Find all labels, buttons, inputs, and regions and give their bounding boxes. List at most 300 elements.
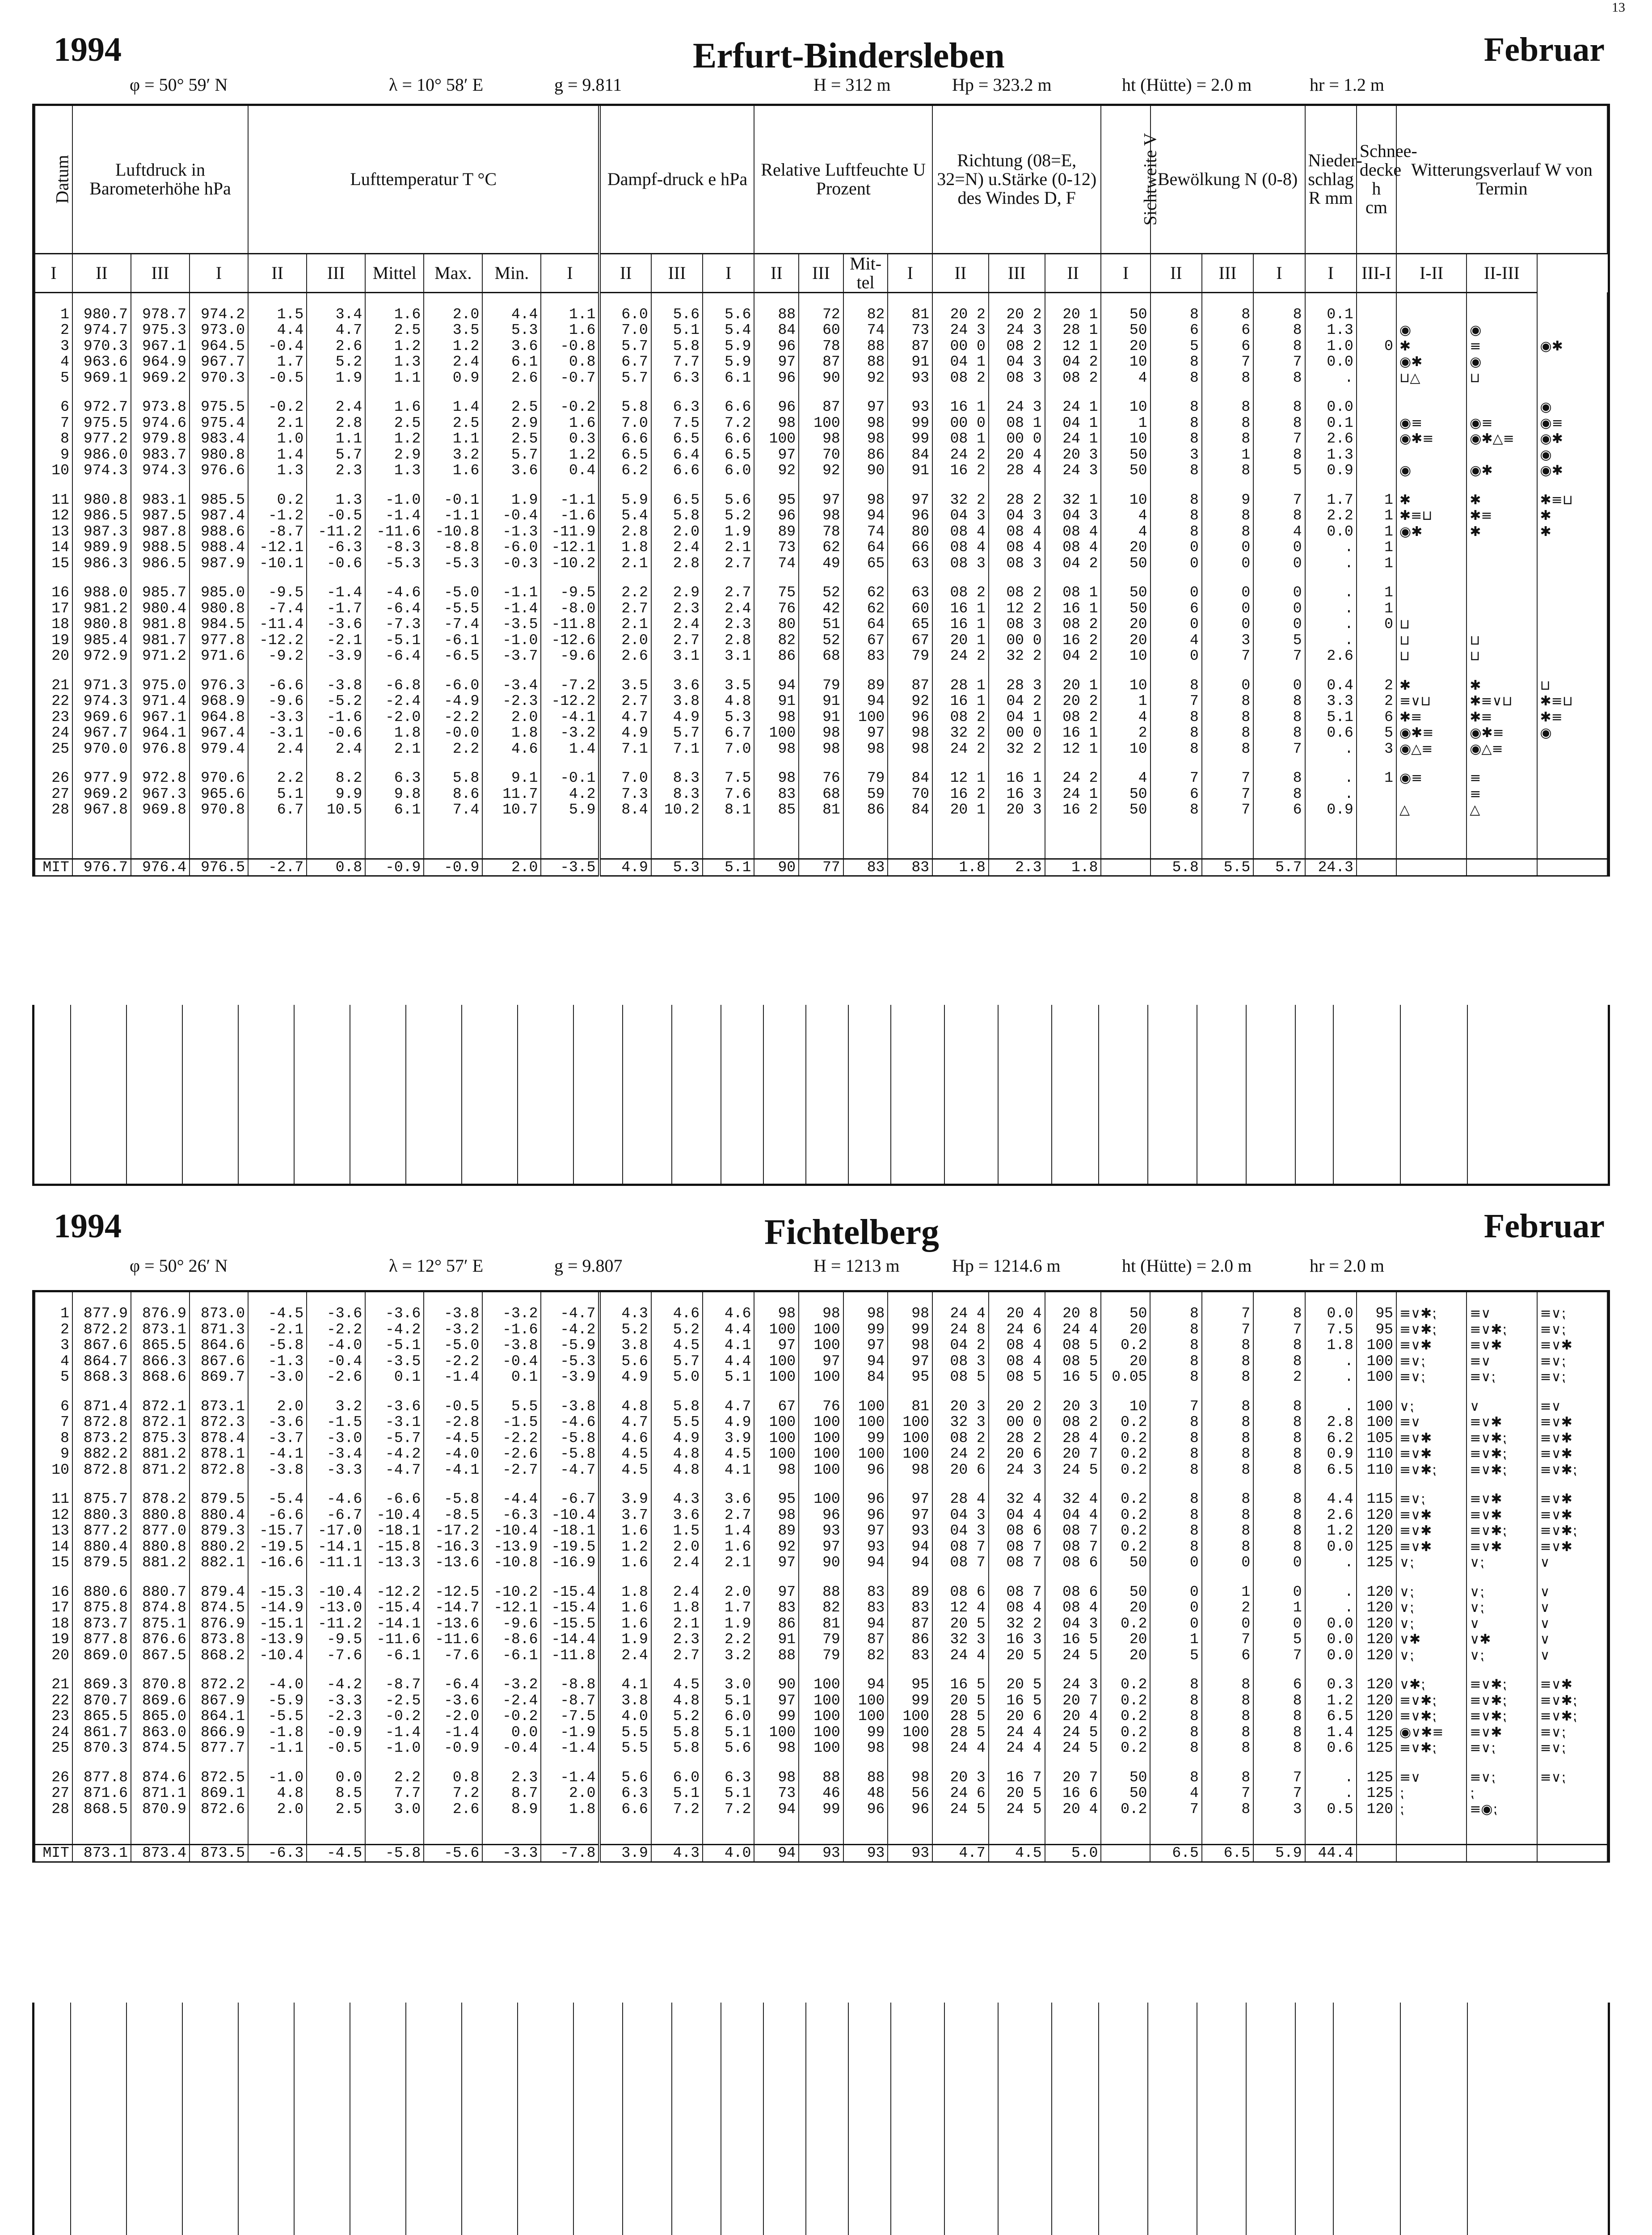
cell-value: -5.9 bbox=[541, 1337, 599, 1354]
cell-value: 975.0 bbox=[131, 678, 190, 694]
cell-value: 989.9 bbox=[72, 540, 131, 556]
cell-day: 15 bbox=[35, 1555, 72, 1571]
meta-gravity: g = 9.807 bbox=[554, 1256, 623, 1276]
cell-value bbox=[131, 831, 190, 845]
cell-value: . bbox=[1305, 741, 1357, 757]
cell-value: 49 bbox=[799, 556, 843, 572]
table-row bbox=[35, 524, 1607, 540]
cell-value: 8 bbox=[1150, 678, 1202, 694]
cell-value: 1.7 bbox=[703, 1600, 754, 1616]
cell-value: 8 bbox=[1150, 1740, 1201, 1756]
cell-value: 969.6 bbox=[72, 709, 131, 725]
cell-value: 52 bbox=[799, 633, 843, 649]
cell-value: 94 bbox=[754, 1845, 799, 1862]
cell-value: 972.9 bbox=[72, 648, 131, 664]
cell-value: . bbox=[1305, 1369, 1357, 1385]
cell-value: 93 bbox=[799, 1845, 843, 1862]
cell-value: 100 bbox=[754, 725, 799, 741]
cell-value: -1.0 bbox=[365, 1740, 424, 1756]
cell-value bbox=[1357, 292, 1396, 307]
cell-value bbox=[1253, 831, 1305, 845]
cell-day bbox=[35, 845, 72, 859]
cell-value: 2.0 bbox=[651, 524, 703, 540]
cell-value: 120 bbox=[1357, 1632, 1396, 1648]
cell-value: 98 bbox=[888, 741, 932, 757]
cell-value: 7 bbox=[1150, 1399, 1201, 1415]
column-rule bbox=[405, 2003, 406, 2235]
cell-value: 20 bbox=[1101, 616, 1150, 633]
cell-value: 04 3 bbox=[932, 1523, 989, 1539]
cell-value bbox=[1537, 802, 1608, 818]
cell-day: MIT bbox=[35, 1845, 72, 1862]
cell-value: -11.1 bbox=[307, 1555, 365, 1571]
cell-value: -5.8 bbox=[365, 1845, 424, 1862]
cell-value: 0.2 bbox=[1101, 1430, 1150, 1446]
cell-value: -3.6 bbox=[307, 616, 365, 633]
cell-value: 873.2 bbox=[72, 1430, 131, 1446]
cell-value: -4.1 bbox=[248, 1446, 307, 1462]
cell-value bbox=[1202, 1663, 1253, 1677]
cell-value bbox=[1357, 571, 1396, 585]
cell-value bbox=[754, 664, 799, 678]
cell-value: 66 bbox=[888, 540, 932, 556]
data-table-erfurt bbox=[32, 104, 1610, 877]
cell-value: ≡∨ bbox=[1467, 1306, 1537, 1322]
cell-value: 8 bbox=[1253, 786, 1305, 802]
cell-value: -3.7 bbox=[248, 1430, 307, 1446]
cell-value bbox=[1537, 845, 1608, 859]
cell-value: 4.3 bbox=[599, 1306, 651, 1322]
cell-value: 877.7 bbox=[190, 1740, 248, 1756]
cell-value bbox=[1357, 831, 1396, 845]
cell-value: 970.3 bbox=[72, 338, 131, 354]
cell-day: 19 bbox=[35, 1632, 72, 1648]
cell-value bbox=[599, 1478, 651, 1491]
cell-value: 4.6 bbox=[599, 1430, 651, 1446]
cell-value bbox=[365, 1571, 424, 1584]
cell-value bbox=[1045, 831, 1101, 845]
cell-value: 988.0 bbox=[72, 585, 131, 601]
cell-value bbox=[1357, 859, 1396, 876]
cell-value: 871.3 bbox=[190, 1322, 248, 1338]
cell-day: 26 bbox=[35, 1770, 72, 1786]
cell-value: 6.6 bbox=[651, 463, 703, 479]
cell-value: 5.4 bbox=[599, 508, 651, 524]
cell-value: 5.6 bbox=[703, 1740, 754, 1756]
cell-value: 04 2 bbox=[1045, 556, 1101, 572]
cell-value: 97 bbox=[843, 725, 888, 741]
cell-value: 50 bbox=[1101, 1770, 1150, 1786]
cell-value bbox=[703, 1292, 754, 1306]
cell-value bbox=[888, 664, 932, 678]
cell-value: 0 bbox=[1357, 616, 1396, 633]
cell-value bbox=[1396, 1830, 1467, 1845]
cell-value: -0.9 bbox=[365, 859, 424, 876]
cell-value bbox=[1253, 818, 1305, 831]
table-row bbox=[35, 1430, 1607, 1446]
cell-value: -14.1 bbox=[365, 1616, 424, 1632]
cell-value: 97 bbox=[754, 1337, 799, 1354]
cell-value: 0.6 bbox=[1305, 725, 1357, 741]
cell-value: 2.6 bbox=[307, 338, 365, 354]
cell-value: 0.0 bbox=[1305, 1539, 1357, 1555]
cell-value: 3 bbox=[1150, 447, 1202, 463]
station-name: Erfurt-Bindersleben bbox=[693, 36, 1005, 76]
cell-value: -6.6 bbox=[365, 1491, 424, 1507]
cell-value: -8.7 bbox=[365, 1677, 424, 1693]
cell-value bbox=[307, 292, 365, 307]
cell-value: 4.2 bbox=[541, 786, 599, 802]
cell-value bbox=[843, 831, 888, 845]
cell-value: 28 2 bbox=[989, 1430, 1045, 1446]
cell-value: 870.8 bbox=[131, 1677, 190, 1693]
cell-value: 98 bbox=[843, 415, 888, 431]
cell-value: 28 4 bbox=[932, 1491, 989, 1507]
cell-value bbox=[1467, 1478, 1537, 1491]
cell-value: -6.0 bbox=[424, 678, 482, 694]
cell-value: 980.8 bbox=[190, 601, 248, 617]
cell-value: -3.7 bbox=[482, 648, 541, 664]
cell-value: -15.4 bbox=[541, 1600, 599, 1616]
cell-value: 0 bbox=[1202, 1555, 1253, 1571]
cell-value bbox=[365, 845, 424, 859]
cell-value: 4.7 bbox=[307, 322, 365, 338]
cell-value bbox=[703, 757, 754, 770]
spacer-row bbox=[35, 845, 1607, 859]
cell-value: 08 4 bbox=[989, 1600, 1045, 1616]
cell-day: 4 bbox=[35, 1354, 72, 1370]
cell-value bbox=[1467, 831, 1537, 845]
cell-value bbox=[1396, 786, 1467, 802]
cell-value bbox=[703, 1756, 754, 1770]
cell-value: -6.4 bbox=[365, 601, 424, 617]
cell-value: 24.3 bbox=[1305, 859, 1357, 876]
cell-value: 5.6 bbox=[599, 1354, 651, 1370]
cell-day bbox=[35, 664, 72, 678]
cell-value: -7.5 bbox=[541, 1708, 599, 1725]
cell-value bbox=[888, 757, 932, 770]
cell-value bbox=[424, 479, 482, 492]
cell-value: 79 bbox=[799, 1632, 843, 1648]
cell-value: 0 bbox=[1150, 1600, 1201, 1616]
cell-value: 2.2 bbox=[599, 585, 651, 601]
cell-value: 0 bbox=[1150, 648, 1202, 664]
cell-value: 2.7 bbox=[703, 585, 754, 601]
cell-value: 28 5 bbox=[932, 1708, 989, 1725]
cell-value: 2.0 bbox=[424, 307, 482, 323]
cell-value: ∨⁏ bbox=[1396, 1648, 1467, 1664]
cell-value: -3.0 bbox=[248, 1369, 307, 1385]
cell-value: 976.7 bbox=[72, 859, 131, 876]
cell-day: 16 bbox=[35, 585, 72, 601]
cell-value: 4.4 bbox=[1305, 1491, 1357, 1507]
cell-value bbox=[1150, 1385, 1201, 1399]
cell-value: ∨⁏ bbox=[1467, 1555, 1537, 1571]
cell-value: 2 bbox=[1101, 725, 1150, 741]
cell-value bbox=[1357, 757, 1396, 770]
cell-value bbox=[888, 818, 932, 831]
cell-value: 16 5 bbox=[1045, 1632, 1101, 1648]
cell-value bbox=[651, 292, 703, 307]
cell-value: 24 5 bbox=[1045, 1725, 1101, 1741]
cell-value bbox=[703, 818, 754, 831]
spacer-row bbox=[35, 1830, 1607, 1845]
cell-value bbox=[1253, 1292, 1305, 1306]
cell-value: -0.1 bbox=[541, 770, 599, 786]
cell-value: 7 bbox=[1253, 1648, 1305, 1664]
cell-value: 4.7 bbox=[932, 1845, 989, 1862]
cell-value: 80 bbox=[888, 524, 932, 540]
cell-value: 5.9 bbox=[703, 338, 754, 354]
cell-value: 0 bbox=[1253, 1555, 1305, 1571]
cell-value: 79 bbox=[799, 1648, 843, 1664]
cell-value: 16 2 bbox=[1045, 633, 1101, 649]
cell-value: 8 bbox=[1253, 725, 1305, 741]
cell-value: 5.1 bbox=[703, 1785, 754, 1801]
cell-value: 8 bbox=[1202, 1354, 1253, 1370]
cell-value bbox=[843, 1385, 888, 1399]
cell-value: 94 bbox=[843, 693, 888, 709]
cell-day: 18 bbox=[35, 616, 72, 633]
cell-value: 67 bbox=[754, 1399, 799, 1415]
cell-value: 7.2 bbox=[651, 1801, 703, 1818]
cell-value: ≡◉⁏ bbox=[1467, 1801, 1537, 1818]
cell-value bbox=[932, 1663, 989, 1677]
cell-value: 100 bbox=[1357, 1337, 1396, 1354]
cell-value: -10.2 bbox=[482, 1584, 541, 1600]
cell-value: 968.9 bbox=[190, 693, 248, 709]
cell-value: -0.4 bbox=[248, 338, 307, 354]
cell-value: 0 bbox=[1150, 540, 1202, 556]
cell-value bbox=[1150, 1571, 1201, 1584]
cell-value bbox=[1202, 845, 1253, 859]
cell-value bbox=[1202, 571, 1253, 585]
cell-value: 76 bbox=[754, 601, 799, 617]
station-meta bbox=[31, 74, 1605, 97]
cell-value bbox=[1045, 292, 1101, 307]
cell-value: 983.4 bbox=[190, 431, 248, 447]
column-rule bbox=[1467, 1005, 1468, 1184]
cell-value: 1 bbox=[1357, 524, 1396, 540]
cell-value: 981.7 bbox=[131, 633, 190, 649]
column-rule bbox=[763, 1005, 764, 1184]
meta-station-height: H = 1213 m bbox=[813, 1256, 900, 1276]
cell-value: -3.3 bbox=[482, 1845, 541, 1862]
cell-value bbox=[1396, 292, 1467, 307]
cell-value: 24 3 bbox=[989, 399, 1045, 415]
cell-value: ∨ bbox=[1537, 1632, 1607, 1648]
cell-value: 861.7 bbox=[72, 1725, 131, 1741]
column-rule bbox=[944, 1005, 945, 1184]
cell-value: -5.3 bbox=[424, 556, 482, 572]
cell-value: 2.8 bbox=[651, 556, 703, 572]
cell-value bbox=[1101, 1385, 1150, 1399]
cell-value bbox=[72, 1385, 131, 1399]
cell-value: 79 bbox=[843, 770, 888, 786]
cell-value: 12 2 bbox=[989, 601, 1045, 617]
cell-value: 08 4 bbox=[989, 1354, 1045, 1370]
cell-value: 987.4 bbox=[190, 508, 248, 524]
cell-value: 8 bbox=[1150, 709, 1202, 725]
cell-value: 7 bbox=[1253, 648, 1305, 664]
cell-value bbox=[248, 479, 307, 492]
cell-value: 5.7 bbox=[651, 1354, 703, 1370]
cell-value: 0 bbox=[1253, 678, 1305, 694]
cell-value: -0.2 bbox=[365, 1708, 424, 1725]
cell-value bbox=[1396, 1571, 1467, 1584]
cell-value: 97 bbox=[799, 492, 843, 508]
cell-value bbox=[1150, 571, 1202, 585]
cell-value bbox=[482, 664, 541, 678]
cell-value: 5.7 bbox=[651, 725, 703, 741]
cell-value: ≡∨✱ bbox=[1467, 1507, 1537, 1523]
cell-value bbox=[888, 1292, 932, 1306]
cell-value: -0.9 bbox=[307, 1725, 365, 1741]
cell-value: ✱ bbox=[1396, 678, 1467, 694]
cell-value: 4.1 bbox=[703, 1462, 754, 1478]
cell-value: 6 bbox=[1202, 322, 1253, 338]
cell-value: 985.7 bbox=[131, 585, 190, 601]
cell-value bbox=[1537, 370, 1608, 386]
subheader-col-17: II bbox=[932, 253, 989, 292]
cell-value: 3.2 bbox=[307, 1399, 365, 1415]
cell-value: ⊔ bbox=[1396, 616, 1467, 633]
cell-value: 5.6 bbox=[703, 307, 754, 323]
cell-value: 8 bbox=[1150, 1491, 1201, 1507]
cell-value bbox=[1357, 845, 1396, 859]
cell-value: 94 bbox=[754, 678, 799, 694]
cell-value: 98 bbox=[754, 1507, 799, 1523]
cell-value: △ bbox=[1467, 802, 1537, 818]
meta-longitude: λ = 12° 57′ E bbox=[389, 1256, 484, 1276]
cell-value bbox=[599, 831, 651, 845]
cell-value: 110 bbox=[1357, 1462, 1396, 1478]
cell-value bbox=[754, 1385, 799, 1399]
cell-value: 5.0 bbox=[1045, 1845, 1101, 1862]
cell-value bbox=[482, 757, 541, 770]
subheader-col-9: I bbox=[541, 253, 599, 292]
cell-value: -7.3 bbox=[365, 616, 424, 633]
subheader-col-19: II bbox=[1045, 253, 1101, 292]
cell-value: 7 bbox=[1202, 770, 1253, 786]
table-row bbox=[35, 1414, 1607, 1430]
cell-value: 120 bbox=[1357, 1584, 1396, 1600]
subheader-col-14: III bbox=[799, 253, 843, 292]
cell-value: -1.0 bbox=[248, 1770, 307, 1786]
cell-value: -1.7 bbox=[307, 601, 365, 617]
cell-value: 0.2 bbox=[1101, 1677, 1150, 1693]
subheader-col-0: I bbox=[35, 253, 72, 292]
cell-value: ≡∨✱ bbox=[1396, 1446, 1467, 1462]
cell-value bbox=[1357, 1830, 1396, 1845]
cell-value bbox=[365, 818, 424, 831]
cell-value: 8 bbox=[1202, 1693, 1253, 1709]
cell-value bbox=[482, 292, 541, 307]
cell-value bbox=[932, 1571, 989, 1584]
table-row bbox=[35, 463, 1607, 479]
cell-value: 1 bbox=[1202, 1584, 1253, 1600]
cell-value bbox=[1537, 859, 1608, 876]
cell-value: -3.6 bbox=[365, 1399, 424, 1415]
cell-value: -14.7 bbox=[424, 1600, 482, 1616]
cell-value: 16 1 bbox=[989, 770, 1045, 786]
table-row bbox=[35, 492, 1607, 508]
cell-value: ≡∨⁏ bbox=[1537, 1740, 1607, 1756]
cell-value: 8 bbox=[1150, 1369, 1201, 1385]
cell-value: 975.5 bbox=[190, 399, 248, 415]
cell-value: 874.5 bbox=[131, 1740, 190, 1756]
cell-value: 00 0 bbox=[932, 415, 989, 431]
cell-value: 7 bbox=[1202, 1632, 1253, 1648]
cell-value: 5 bbox=[1357, 725, 1396, 741]
cell-value bbox=[989, 1292, 1045, 1306]
cell-value: 8 bbox=[1202, 741, 1253, 757]
cell-value: 5.8 bbox=[1150, 859, 1202, 876]
cell-value bbox=[843, 1817, 888, 1830]
cell-value: ◉∨✱≡ bbox=[1396, 1725, 1467, 1741]
cell-value: 73 bbox=[888, 322, 932, 338]
cell-value: 2.1 bbox=[703, 540, 754, 556]
cell-value: -3.8 bbox=[482, 1337, 541, 1354]
cell-value: -1.4 bbox=[541, 1770, 599, 1786]
cell-value bbox=[599, 1663, 651, 1677]
cell-value: ≡∨✱⁏ bbox=[1396, 1306, 1467, 1322]
cell-value: 100 bbox=[888, 1430, 932, 1446]
cell-value: 979.8 bbox=[131, 431, 190, 447]
cell-value: 5.1 bbox=[703, 1369, 754, 1385]
cell-value bbox=[932, 664, 989, 678]
cell-value: 7 bbox=[1202, 1306, 1253, 1322]
cell-value: ◉✱ bbox=[1537, 338, 1608, 354]
subheader-col-26: I-II bbox=[1396, 253, 1467, 292]
cell-value: 7 bbox=[1253, 354, 1305, 370]
cell-value: ≡∨✱ bbox=[1537, 1414, 1607, 1430]
meta-barometer-height: Hp = 1214.6 m bbox=[952, 1256, 1061, 1276]
cell-value: -15.4 bbox=[365, 1600, 424, 1616]
cell-value: 4.6 bbox=[651, 1306, 703, 1322]
cell-value: 1.8 bbox=[482, 725, 541, 741]
cell-day: 16 bbox=[35, 1584, 72, 1600]
cell-value: 1.9 bbox=[703, 1616, 754, 1632]
cell-value: 967.8 bbox=[72, 802, 131, 818]
cell-value: 89 bbox=[888, 1584, 932, 1600]
cell-value: 98 bbox=[754, 1462, 799, 1478]
cell-value: ⊔ bbox=[1537, 678, 1608, 694]
cell-value: 1.6 bbox=[599, 1555, 651, 1571]
cell-value: 2.3 bbox=[989, 859, 1045, 876]
cell-value: 0.5 bbox=[1305, 1801, 1357, 1818]
cell-value: 8 bbox=[1150, 1430, 1201, 1446]
cell-value: 6.0 bbox=[703, 463, 754, 479]
cell-value: 8 bbox=[1150, 1725, 1201, 1741]
cell-value: 120 bbox=[1357, 1648, 1396, 1664]
cell-value: 4.3 bbox=[651, 1491, 703, 1507]
cell-value: 3.6 bbox=[703, 1491, 754, 1507]
cell-value bbox=[307, 1571, 365, 1584]
cell-value: -3.4 bbox=[482, 678, 541, 694]
cell-value: 96 bbox=[754, 338, 799, 354]
cell-value bbox=[1396, 845, 1467, 859]
cell-value: 8 bbox=[1150, 1322, 1201, 1338]
cell-value bbox=[1467, 845, 1537, 859]
cell-value bbox=[1150, 845, 1202, 859]
cell-value: 2.6 bbox=[424, 1801, 482, 1818]
cell-value: 2.0 bbox=[482, 859, 541, 876]
cell-value: ⁏ bbox=[1467, 1785, 1537, 1801]
cell-value bbox=[1396, 1478, 1467, 1491]
cell-value: 880.7 bbox=[131, 1584, 190, 1600]
cell-value: 8 bbox=[1150, 415, 1202, 431]
